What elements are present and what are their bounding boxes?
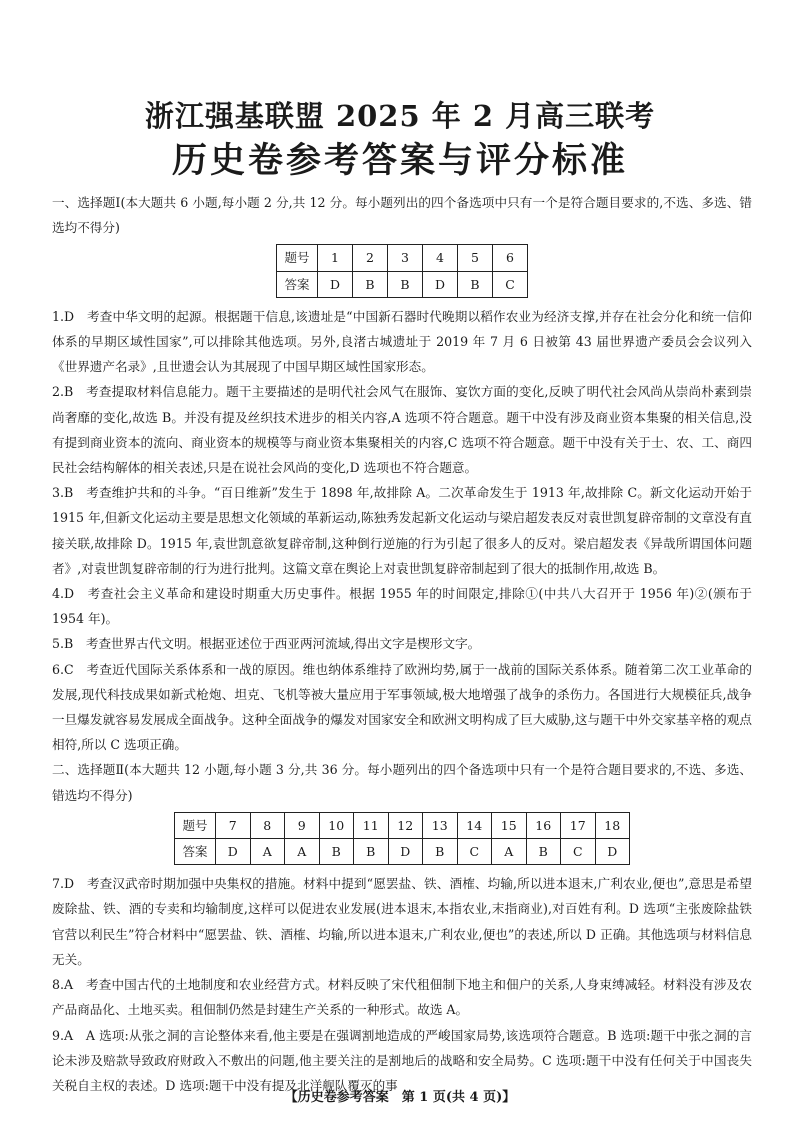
section1-answer-table xyxy=(276,244,528,297)
table-cell: B xyxy=(423,839,458,865)
table-cell: 答案 xyxy=(175,839,216,865)
explanation-q7: 7.D 考查汉武帝时期加强中央集权的措施。材料中提到“愿罢盐、铁、酒榷、均输,所以进本退末,广利农业,便也”,意思是希望废除盐、铁、酒的专卖和均输制度,这样可以促进农业发展(进本退末,本指农业,末指商业),对百姓有利。D 选项“主张废除盐铁官营以利民生”符合材料中“愿罢盐、铁、酒榷、均输,所以进本退末,广利农业,便也”的表述,所以 D 正确。其他选项与材料信息无关。 xyxy=(52,876,752,967)
table-cell: D xyxy=(318,271,353,297)
table-cell: C xyxy=(561,839,596,865)
table-cell: 9 xyxy=(285,812,320,838)
table-cell: 13 xyxy=(423,812,458,838)
table-cell: A xyxy=(492,839,527,865)
explanation-q1: 1.D 考查中华文明的起源。根据题干信息,该遗址是“中国新石器时代晚期以稻作农业为经济支撑,并存在社会分化和统一信仰体系的早期区域性国家”,可以排除其他选项。另外,良渚古城遗址于 2019 年 7 月 6 日被第 43 届世界遗产委员会会议列入《世界遗产名录》,且世遗会认为其展现了中国早期区域性国家形态。 xyxy=(52,308,752,375)
table-cell: 12 xyxy=(388,812,423,838)
table-cell: D xyxy=(216,839,251,865)
table-cell: B xyxy=(353,271,388,297)
table-cell: 3 xyxy=(388,245,423,271)
table-cell: 5 xyxy=(458,245,493,271)
table-cell: 10 xyxy=(319,812,354,838)
table-cell: 1 xyxy=(318,245,353,271)
table-cell: A xyxy=(250,839,285,865)
page-footer: 【历史卷参考答案 第 1 页(共 4 页)】 xyxy=(284,1090,516,1105)
table-cell: B xyxy=(526,839,561,865)
table-cell: 题号 xyxy=(277,245,318,271)
table-cell: B xyxy=(319,839,354,865)
table-cell: 15 xyxy=(492,812,527,838)
table-cell: 题号 xyxy=(175,812,216,838)
explanation-q9: 9.A A 选项:从张之洞的言论整体来看,他主要是在强调割地造成的严峻国家局势,该选项符合题意。B 选项:题干中张之洞的言论未涉及赔款导致政府财政入不敷出的问题,他主要关注的是割地后的战略和安全局势。C 选项:题干中没有任何关于中国丧失关税自主权的表述。D 选项:题干中没有提及北洋舰队覆灭的事 xyxy=(52,1027,752,1093)
table-cell: D xyxy=(388,839,423,865)
table-cell: 18 xyxy=(595,812,630,838)
exam-title: 浙江强基联盟 2025 年 2 月高三联考 xyxy=(144,99,656,133)
table-cell: D xyxy=(423,271,458,297)
explanation-q5: 5.B 考查世界古代文明。根据亚述位于西亚两河流域,得出文字是楔形文字。 xyxy=(52,636,481,652)
table-row xyxy=(175,812,630,838)
table-cell: B xyxy=(354,839,389,865)
explanation-q4: 4.D 考查社会主义革命和建设时期重大历史事件。根据 1955 年的时间限定,排除①(中共八大召开于 1956 年)②(颁布于 1954 年)。 xyxy=(52,586,752,627)
table-cell: 8 xyxy=(250,812,285,838)
answer-body xyxy=(52,190,752,1098)
explanation-q6: 6.C 考查近代国际关系体系和一战的原因。维也纳体系维持了欧洲均势,属于一战前的国际关系体系。随着第二次工业革命的发展,现代科技成果如新式枪炮、坦克、飞机等被大量应用于军事领域,极大地增强了战争的杀伤力。各国进行大规模征兵,战争一旦爆发就容易发展成全面战争。这种全面战争的爆发对国家安全和欧洲文明构成了巨大威胁,这与题干中外交家基辛格的观点相符,所以 C 选项正确。 xyxy=(52,661,752,753)
table-cell: 6 xyxy=(493,245,528,271)
table-row xyxy=(277,271,528,297)
table-cell: 2 xyxy=(353,245,388,271)
table-cell: C xyxy=(457,839,492,865)
table-cell: 答案 xyxy=(277,271,318,297)
table-cell: 14 xyxy=(457,812,492,838)
explanation-q8: 8.A 考查中国古代的土地制度和农业经营方式。材料反映了宋代租佃制下地主和佃户的关系,人身束缚减轻。材料没有涉及农产品商品化、土地买卖。租佃制仍然是封建生产关系的一种形式。故选 A。 xyxy=(52,977,752,1018)
table-row xyxy=(277,245,528,271)
table-cell: D xyxy=(595,839,630,865)
table-cell: B xyxy=(388,271,423,297)
section2-heading: 二、选择题Ⅱ(本大题共 12 小题,每小题 3 分,共 36 分。每小题列出的四个备选项中只有一个是符合题目要求的,不选、多选、错选均不得分) xyxy=(52,762,752,803)
explanation-q3: 3.B 考查维护共和的斗争。“百日维新”发生于 1898 年,故排除 A。二次革命发生于 1913 年,故排除 C。新文化运动开始于 1915 年,但新文化运动主要是思想文化领域的革新运动,陈独秀发起新文化运动与梁启超发表反对袁世凯复辟帝制的文章没有直接关联,故排除 D。1915 年,袁世凯意欲复辟帝制,这种倒行逆施的行为引起了很多人的反对。梁启超发表《异哉所谓国体问题者》,对袁世凯复辟帝制的行为进行批判。这篇文章在舆论上对袁世凯复辟帝制起到了很大的抵制作用,故选 B。 xyxy=(52,485,752,576)
table-cell: A xyxy=(285,839,320,865)
section1-heading: 一、选择题Ⅰ(本大题共 6 小题,每小题 2 分,共 12 分。每小题列出的四个备选项中只有一个是符合题目要求的,不选、多选、错选均不得分) xyxy=(52,195,752,236)
table-cell: 17 xyxy=(561,812,596,838)
document-title: 历史卷参考答案与评分标准 xyxy=(171,140,628,181)
table-cell: 11 xyxy=(354,812,389,838)
table-cell: 7 xyxy=(216,812,251,838)
table-cell: B xyxy=(458,271,493,297)
table-cell: 4 xyxy=(423,245,458,271)
section2-answer-table xyxy=(174,812,630,865)
table-cell: 16 xyxy=(526,812,561,838)
table-cell: C xyxy=(493,271,528,297)
explanation-q2: 2.B 考查提取材料信息能力。题干主要描述的是明代社会风气在服饰、宴饮方面的变化,反映了明代社会风尚从崇尚朴素到崇尚奢靡的变化,故选 B。并没有提及丝织技术进步的相关内容,A 选项不符合题意。题干中没有涉及商业资本集聚的相关信息,没有提到商业资本的流向、商业资本的规模等与商业资本集聚相关的内容,C 选项不符合题意。题干中没有关于士、农、工、商四民社会结构解体的相关表述,只是在说社会风尚的变化,D 选项也不符合题意。 xyxy=(52,384,752,476)
table-row xyxy=(175,839,630,865)
